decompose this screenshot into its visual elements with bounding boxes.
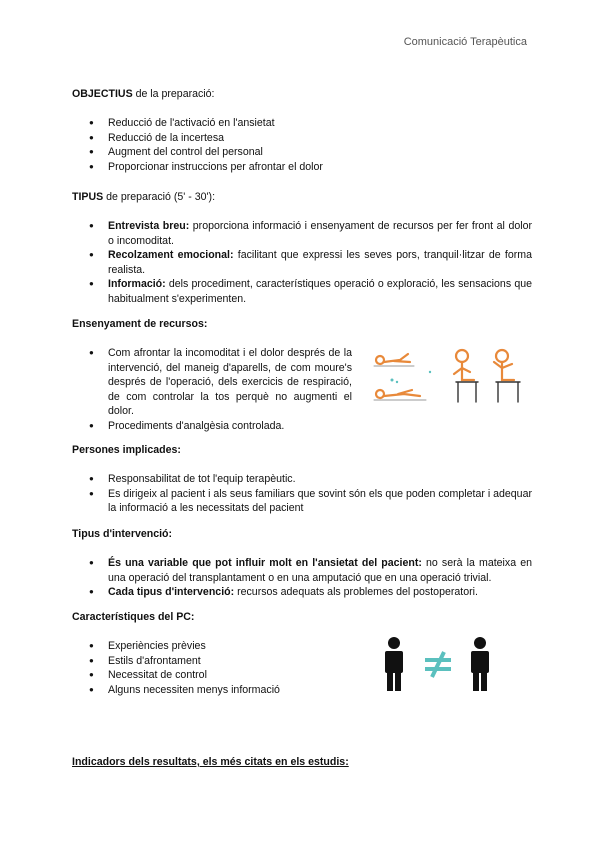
list-item: ● Es dirigeix al pacient i als seus familiars que sovint són els que poden completar i adequar la informació a les necessitats del pacient	[72, 487, 532, 516]
list-item: ● Proporcionar instruccions per afrontar el dolor	[72, 160, 532, 175]
list-item: ● Reducció de l'activació en l'ansietat	[72, 116, 532, 131]
list-item: ● Augment del control del personal	[72, 145, 532, 160]
ensenyament-list	[72, 346, 352, 434]
tipus-list	[72, 219, 532, 307]
page-header: Comunicació Terapèutica	[403, 36, 527, 48]
list-item: ● Com afrontar la incomoditat i el dolor després de la intervenció, del maneig d'aparells, de com moure's després de l'operació, dels exercicis de respiració, de com controlar la tos perquè no augmenti el dolor.	[72, 346, 352, 419]
objectius-section	[72, 87, 532, 174]
list-item: ● Informació: dels procediment, característiques operació o exploració, les sensacions que habitualment s'experimenten.	[72, 277, 532, 306]
tipus-section	[72, 190, 532, 307]
person-icon	[471, 637, 489, 691]
objectius-heading: OBJECTIUS de la preparació:	[72, 88, 215, 100]
intervencio-heading: Tipus d'intervenció:	[72, 528, 173, 540]
indicadors-section	[72, 755, 532, 769]
exercise-illustration-icon	[370, 346, 526, 408]
list-item: ● Responsabilitat de tot l'equip terapèutic.	[72, 472, 532, 487]
objectius-list	[72, 116, 532, 174]
intervencio-list	[72, 556, 532, 600]
list-item: ● Necessitat de control	[72, 668, 532, 683]
person-icon	[385, 637, 403, 691]
list-item: ● Entrevista breu: proporciona informació i ensenyament de recursos per fer front al dolor o incomoditat.	[72, 219, 532, 248]
indicadors-heading: Indicadors dels resultats, els més citats en els estudis:	[72, 756, 349, 768]
list-item: ● És una variable que pot influir molt en l'ansietat del pacient: no serà la mateixa en una operació del transplantament o en una amputació que en una operació trivial.	[72, 556, 532, 585]
persones-heading: Persones implicades:	[72, 444, 181, 456]
person-not-equal-figure	[380, 636, 498, 692]
ensenyament-heading: Ensenyament de recursos:	[72, 318, 208, 330]
list-item: ● Estils d'afrontament	[72, 654, 532, 669]
intervencio-section	[72, 527, 532, 600]
persones-list	[72, 472, 532, 516]
list-item: ● Recolzament emocional: facilitant que expressi les seves pors, tranquil·litzar de forma realista.	[72, 248, 532, 277]
not-equal-icon	[425, 652, 451, 677]
persones-section	[72, 443, 532, 516]
list-item: ● Procediments d'analgèsia controlada.	[72, 419, 352, 434]
list-item: ● Experiències prèvies	[72, 639, 532, 654]
list-item: ● Alguns necessiten menys informació	[72, 683, 532, 698]
list-item: ● Cada tipus d'intervenció: recursos adequats als problemes del postoperatori.	[72, 585, 532, 600]
tipus-heading: TIPUS de preparació (5' - 30'):	[72, 191, 216, 203]
list-item: ● Reducció de la incertesa	[72, 131, 532, 146]
caracteristiques-heading: Característiques del PC:	[72, 611, 195, 623]
